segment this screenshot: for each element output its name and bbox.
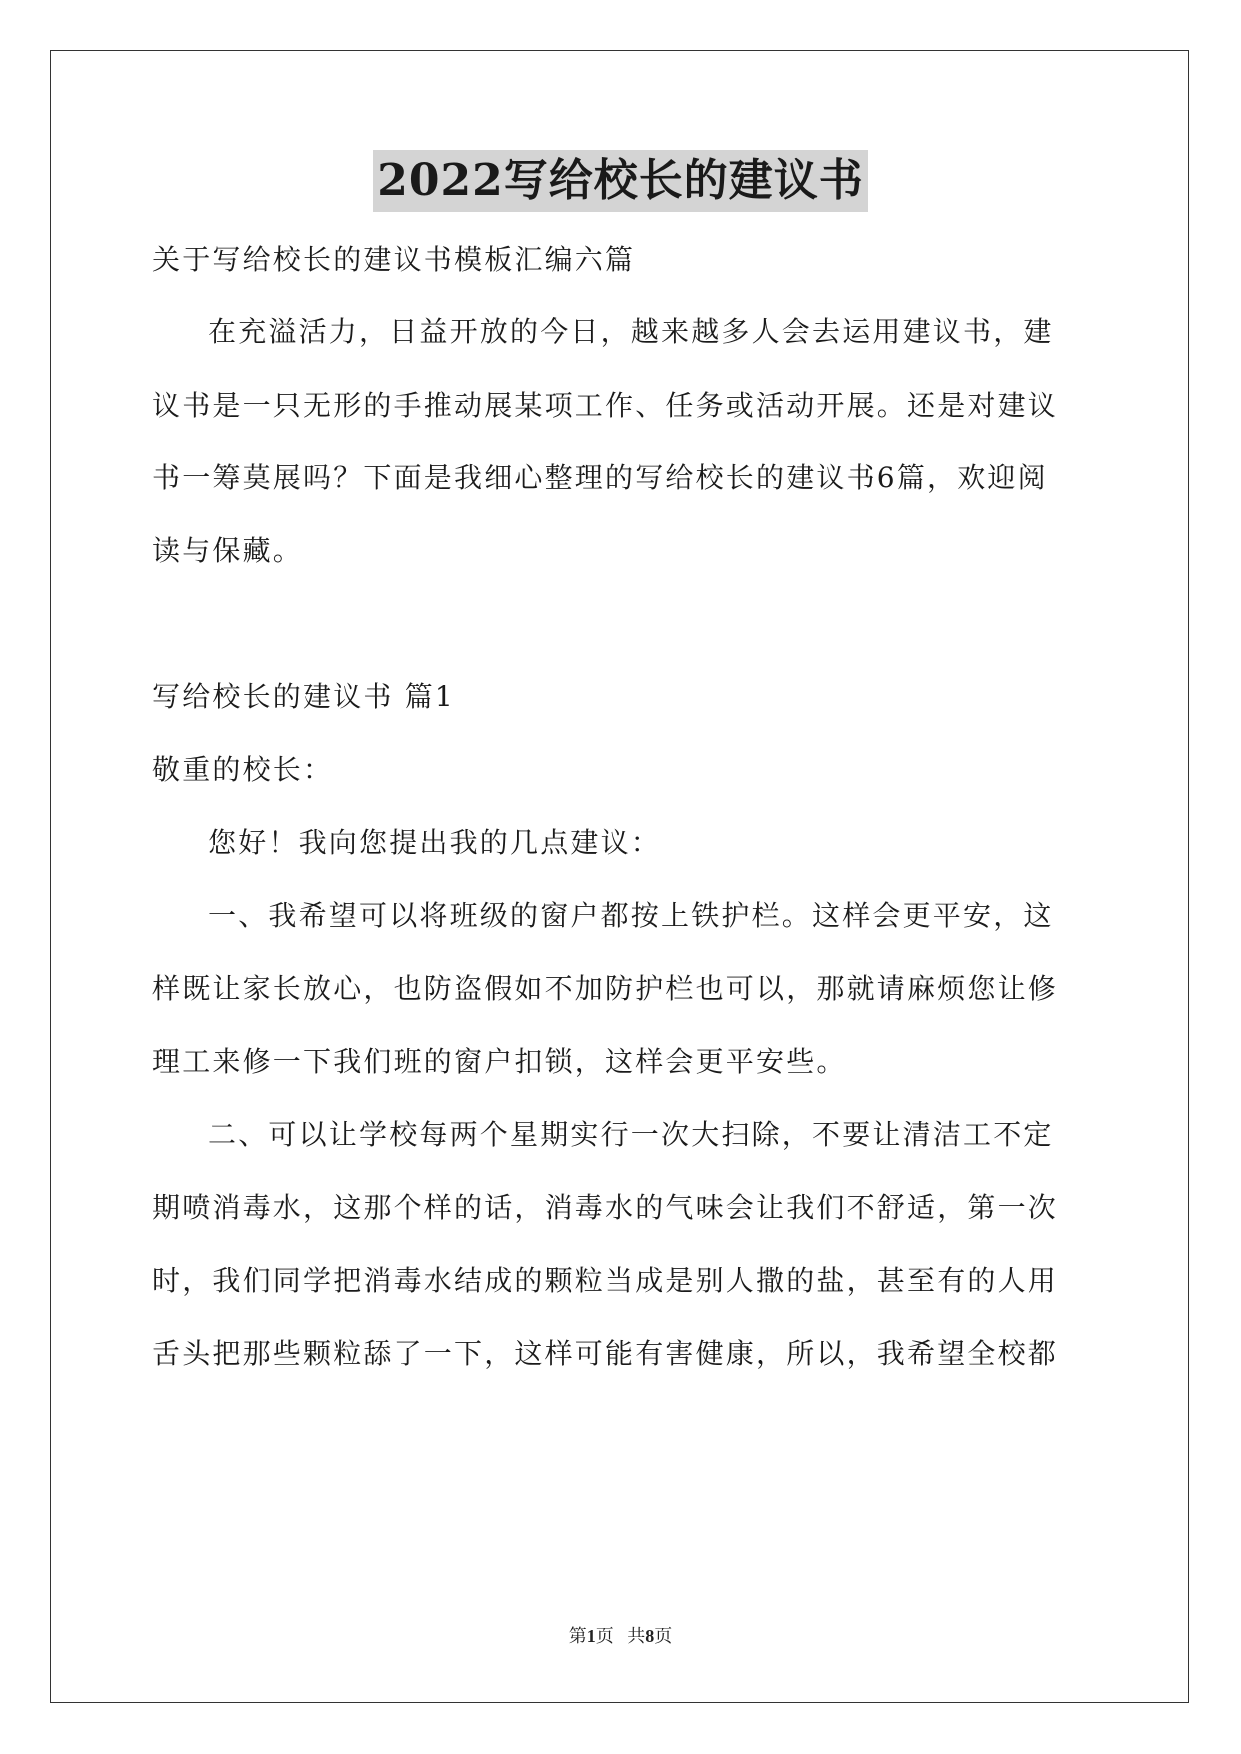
point1-line-2: 样既让家长放心，也防盗假如不加防护栏也可以，那就请麻烦您让修 [152, 972, 1059, 1005]
page-footer [0, 1622, 1241, 1648]
section-heading: 写给校长的建议书 篇1 [152, 680, 455, 713]
title-container [0, 150, 1241, 212]
document-title: 2022写给校长的建议书 [373, 150, 867, 212]
point2-line-2: 期喷消毒水，这那个样的话，消毒水的气味会让我们不舒适，第一次 [152, 1191, 1059, 1224]
point2-line-4: 舌头把那些颗粒舔了一下，这样可能有害健康，所以，我希望全校都 [152, 1337, 1059, 1370]
point1-line-3: 理工来修一下我们班的窗户扣锁，这样会更平安些。 [152, 1045, 847, 1078]
intro-line-2: 议书是一只无形的手推动展某项工作、任务或活动开展。还是对建议 [152, 389, 1059, 422]
point2-line-1: 二、可以让学校每两个星期实行一次大扫除，不要让清洁工不定 [208, 1118, 1054, 1151]
footer-page-current: 1 [586, 1626, 596, 1646]
salutation: 敬重的校长： [152, 753, 334, 786]
intro-line-3: 书一筹莫展吗？下面是我细心整理的写给校长的建议书6篇，欢迎阅 [152, 461, 1048, 494]
footer-page-prefix: 第 [568, 1626, 587, 1646]
document-subtitle: 关于写给校长的建议书模板汇编六篇 [152, 243, 636, 276]
page-border [50, 50, 1189, 1703]
intro-line-4: 读与保藏。 [152, 534, 304, 567]
footer-page-total: 8 [645, 1626, 655, 1646]
point2-line-3: 时，我们同学把消毒水结成的颗粒当成是别人撒的盐，甚至有的人用 [152, 1264, 1059, 1297]
footer-page-suffix: 页 [654, 1626, 673, 1646]
footer-page-mid: 页 共 [595, 1626, 646, 1646]
greeting: 您好！我向您提出我的几点建议： [208, 826, 662, 859]
point1-line-1: 一、我希望可以将班级的窗户都按上铁护栏。这样会更平安，这 [208, 899, 1054, 932]
intro-line-1: 在充溢活力，日益开放的今日，越来越多人会去运用建议书，建 [208, 315, 1054, 348]
